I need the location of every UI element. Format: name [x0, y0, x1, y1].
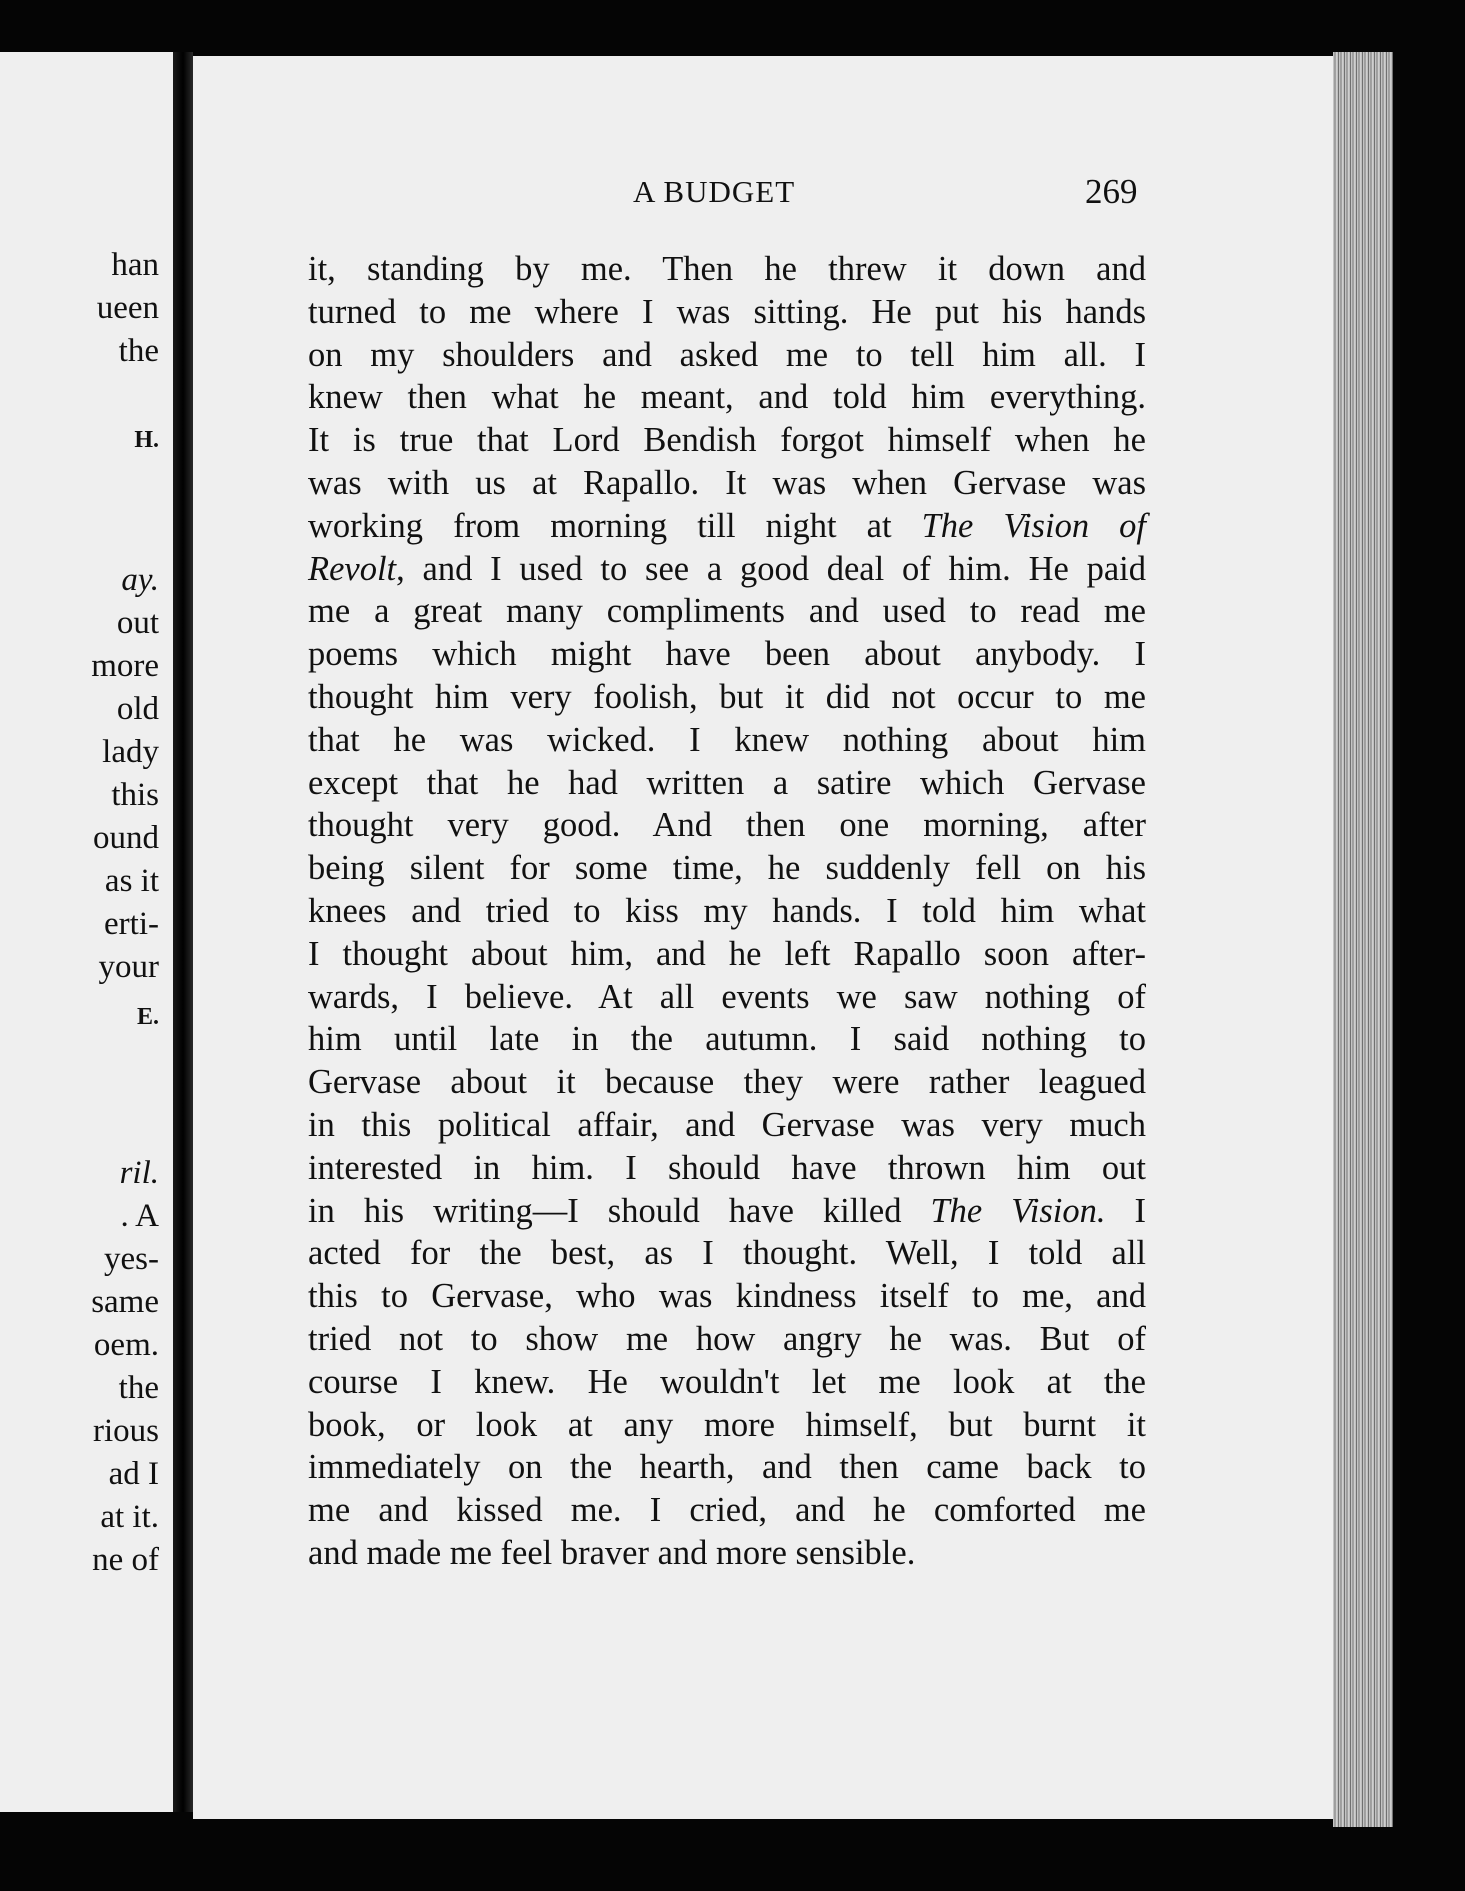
text-line: Gervase about it because they were rather leagued [308, 1063, 1146, 1102]
left-fragment: more [91, 648, 159, 684]
text-line: it, standing by me. Then he threw it down and [308, 250, 1146, 288]
left-fragment: ound [93, 820, 159, 856]
left-fragment: yes- [104, 1241, 159, 1277]
text-line: book, or look at any more himself, but burnt it [308, 1405, 1146, 1444]
body-text [308, 248, 1146, 1575]
text-line: It is true that Lord Bendish forgot himself when he [308, 421, 1146, 460]
text-line: Revolt, and I used to see a good deal of him. He paid [308, 549, 1146, 588]
left-fragment: rious [93, 1413, 159, 1449]
text-line: turned to me where I was sitting. He put his hands [308, 292, 1146, 331]
page-number: 269 [1085, 172, 1138, 211]
left-fragment: the [118, 333, 159, 369]
text-line: I thought about him, and he left Rapallo soon after- [308, 934, 1146, 973]
text-line: was with us at Rapallo. It was when Gervase was [308, 463, 1146, 502]
left-fragment: ueen [96, 290, 159, 326]
text-line: working from morning till night at The Vision of [308, 506, 1146, 545]
text-line: interested in him. I should have thrown him out [308, 1148, 1146, 1187]
left-fragment: erti- [104, 906, 159, 942]
left-fragment: out [116, 605, 159, 641]
left-fragment: your [98, 949, 159, 985]
text-line: me and kissed me. I cried, and he comforted me [308, 1491, 1146, 1530]
running-head: A BUDGET [633, 174, 796, 209]
left-fragment: H. [134, 427, 159, 453]
text-line: being silent for some time, he suddenly fell on his [308, 849, 1146, 888]
left-fragment: E. [136, 1004, 159, 1030]
left-fragment: old [116, 691, 159, 727]
text-line: knees and tried to kiss my hands. I told him what [308, 891, 1146, 930]
book-gutter [173, 52, 193, 1812]
left-fragment: ad I [108, 1456, 159, 1492]
text-line: thought very good. And then one morning, after [308, 806, 1146, 845]
text-line: and made me feel braver and more sensible. [308, 1533, 916, 1572]
text-line: wards, I believe. At all events we saw nothing of [308, 977, 1146, 1016]
text-line: course I knew. He wouldn't let me look at the [308, 1362, 1146, 1401]
left-fragment: han [111, 247, 159, 283]
text-line: that he was wicked. I knew nothing about him [308, 720, 1146, 759]
text-line: poems which might have been about anybody. I [308, 635, 1146, 674]
text-line: acted for the best, as I thought. Well, I told all [308, 1234, 1146, 1273]
left-fragment: at it. [100, 1499, 159, 1535]
left-fragment: oem. [93, 1327, 159, 1363]
left-fragment: same [91, 1284, 159, 1320]
text-line: thought him very foolish, but it did not occur to me [308, 677, 1146, 716]
page-edge [1333, 52, 1393, 1827]
facing-page-left [0, 52, 173, 1812]
left-fragment: . A [120, 1198, 159, 1234]
text-line: immediately on the hearth, and then came back to [308, 1448, 1146, 1487]
text-line: on my shoulders and asked me to tell him all. I [308, 335, 1146, 374]
text-line: knew then what he meant, and told him everything. [308, 378, 1146, 417]
left-fragment: lady [102, 734, 159, 770]
text-line: tried not to show me how angry he was. But of [308, 1319, 1146, 1358]
left-fragment: ril. [119, 1155, 159, 1191]
text-line: me a great many compliments and used to read me [308, 592, 1146, 631]
text-line: in this political affair, and Gervase was very much [308, 1105, 1146, 1144]
text-line: except that he had written a satire which Gervase [308, 763, 1146, 802]
left-fragment: as it [104, 863, 159, 899]
text-line: in his writing—I should have killed The Vision. I [308, 1191, 1146, 1230]
left-fragment: ne of [92, 1542, 159, 1578]
left-fragment: this [111, 777, 159, 813]
left-fragment: the [118, 1370, 159, 1406]
left-fragment: ay. [121, 562, 159, 598]
text-line: this to Gervase, who was kindness itself to me, and [308, 1277, 1146, 1316]
text-line: him until late in the autumn. I said nothing to [308, 1020, 1146, 1059]
